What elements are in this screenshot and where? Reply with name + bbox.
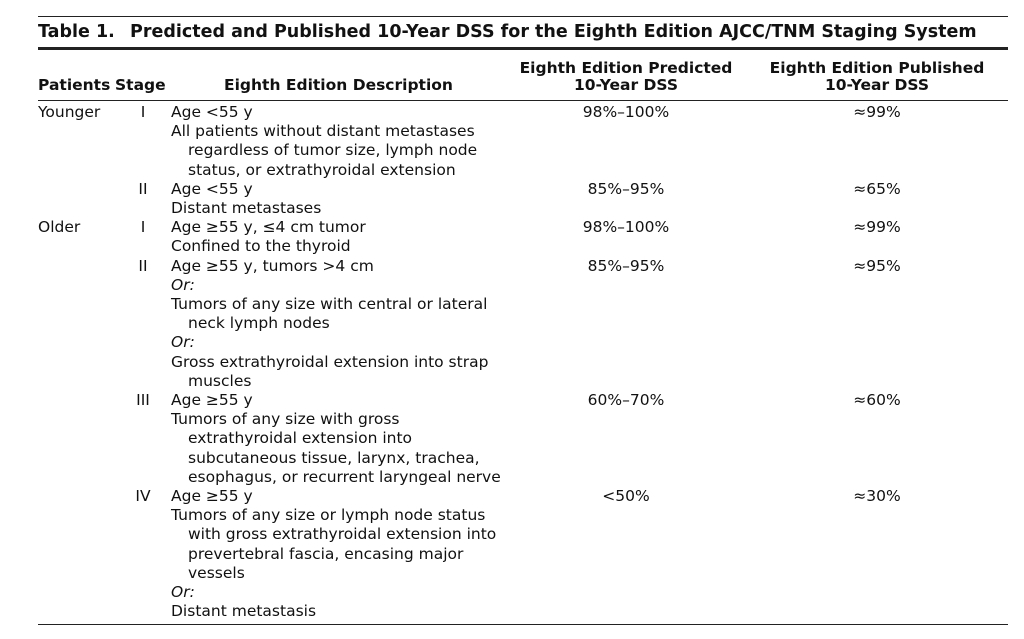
header-description: Eighth Edition Description [224,76,453,94]
table-row [38,487,1008,624]
cell-published: ≈95% [853,256,901,275]
cell-predicted: 85%–95% [587,179,665,198]
description-line: extrathyroidal extension into [188,429,413,448]
description-line: Age <55 y [171,179,253,198]
description-line: Age ≥55 y, ≤4 cm tumor [171,218,366,237]
description-line: Age ≥55 y [171,391,253,410]
header-published-line2: 10-Year DSS [824,76,930,94]
table-row [38,101,1008,180]
bottom-rule [38,624,1008,625]
description-line: Tumors of any size or lymph node status [171,506,486,525]
cell-patients: Older [38,218,81,237]
description-line: Tumors of any size with gross [171,410,400,429]
table-title-text: Predicted and Published 10-Year DSS for the Eighth Edition AJCC/TNM Staging System [130,22,977,42]
description-line: subcutaneous tissue, larynx, trachea, [188,448,480,467]
cell-stage: IV [135,487,151,506]
cell-published: ≈65% [853,179,901,198]
description-line: prevertebral fascia, encasing major [188,544,464,563]
staging-table [38,50,1008,624]
description-line: Distant metastasis [171,602,317,621]
cell-patients [38,257,115,391]
header-predicted-line2: 10-Year DSS [573,76,679,94]
table-row [38,218,1008,256]
description-line: Distant metastases [171,199,322,218]
cell-predicted: 60%–70% [587,391,665,410]
cell-stage: I [140,103,146,121]
description-line: esophagus, or recurrent laryngeal nerve [188,467,501,486]
cell-patients [38,487,115,624]
description-line: Tumors of any size with central or lateral [171,295,488,314]
header-predicted-line1: Eighth Edition Predicted [519,59,733,77]
description-line: neck lymph nodes [188,314,330,333]
header-published-line1: Eighth Edition Published [769,59,985,77]
description-line: regardless of tumor size, lymph node [188,141,478,160]
table-title [38,17,1008,47]
description-line: Confined to the thyroid [171,237,351,256]
or-connector: Or: [171,275,195,294]
cell-description [171,180,506,218]
description-line: Gross extrathyroidal extension into strap [171,352,489,371]
description-line: with gross extrathyroidal extension into [188,525,497,544]
cell-description [171,218,506,256]
cell-published: ≈99% [853,218,901,237]
table-row [38,257,1008,391]
description-line: muscles [188,371,252,390]
header-published [746,50,1008,101]
cell-patients [38,180,115,218]
cell-description [171,391,506,487]
cell-predicted: 98%–100% [582,103,670,121]
cell-stage: III [136,391,150,410]
description-line: Age ≥55 y, tumors >4 cm [171,256,374,275]
cell-stage: II [138,256,148,275]
description-line: All patients without distant metastases [171,122,475,141]
description-line: status, or extrathyroidal extension [188,160,456,179]
or-connector: Or: [171,333,195,352]
header-row [38,50,1008,101]
description-line: Age ≥55 y [171,487,253,506]
cell-description [171,487,506,624]
cell-predicted: 85%–95% [587,256,665,275]
header-predicted [506,50,746,101]
description-line: Age <55 y [171,103,253,121]
cell-patients [38,391,115,487]
cell-description [171,101,506,180]
cell-predicted: <50% [602,487,650,506]
cell-stage: II [138,179,148,198]
table-body [38,101,1008,625]
cell-published: ≈60% [853,391,901,410]
cell-stage: I [140,218,146,237]
table-row [38,180,1008,218]
cell-published: ≈99% [853,103,901,121]
table-row [38,391,1008,487]
table-container [38,16,1008,625]
table-label: Table 1. [38,22,115,42]
cell-predicted: 98%–100% [582,218,670,237]
cell-published: ≈30% [853,487,901,506]
header-patients: Patients [38,76,111,94]
description-line: vessels [188,563,245,582]
or-connector: Or: [171,583,195,602]
header-stage: Stage [115,76,166,94]
cell-description [171,257,506,391]
cell-patients: Younger [38,103,101,121]
